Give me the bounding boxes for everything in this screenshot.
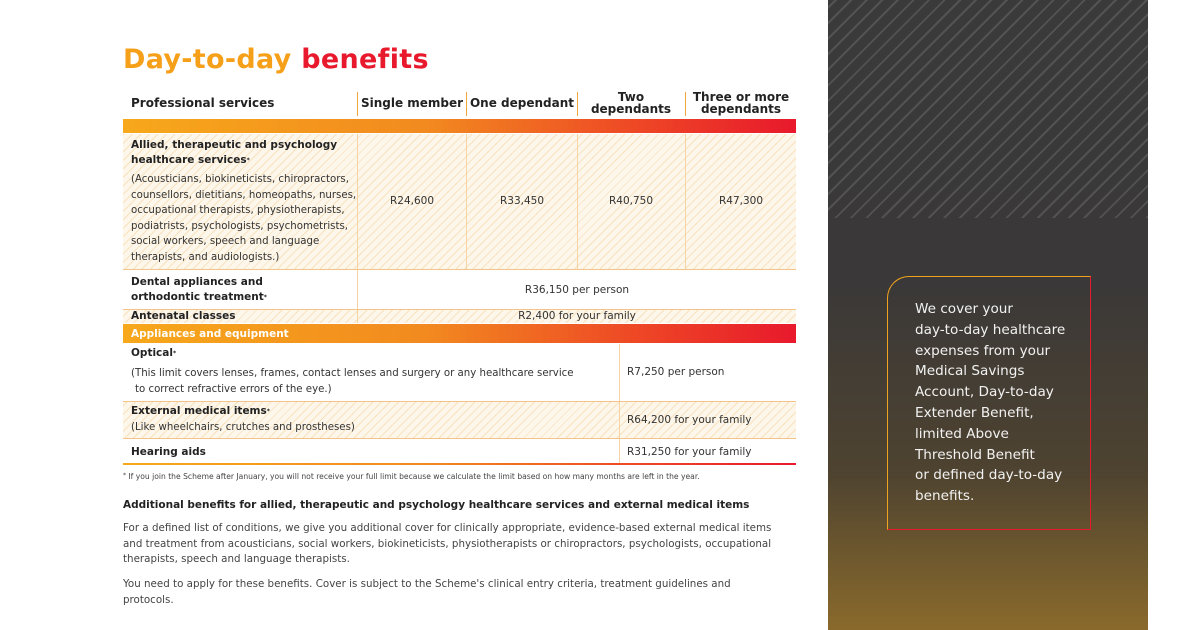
header-two-line2: dependants (590, 102, 672, 116)
allied-one-dependant-value: R33,450 (499, 195, 545, 207)
header-three-line2: dependants (700, 102, 782, 116)
title-part2: benefits (301, 44, 429, 75)
cell-divider (357, 134, 358, 269)
cell-divider (357, 310, 358, 323)
header-one-dependant: One dependant (469, 96, 575, 110)
allied-desc-line: podiatrists, psychologists, psychometrists, (131, 220, 349, 232)
paragraph-line: For a defined list of conditions, we give you additional cover for clinically appropriate, evidence-based external medical items (123, 522, 772, 534)
cell-divider (619, 439, 620, 463)
additional-paragraph-1 (123, 521, 783, 568)
callout-line: Medical Savings (915, 363, 1025, 380)
header-professional-services: Professional services (131, 96, 275, 110)
header-gradient-bar (123, 119, 796, 133)
header-divider (685, 92, 686, 116)
allied-desc-line: counsellors, dietitians, homeopaths, nurses, (131, 189, 357, 201)
cell-divider (685, 134, 686, 269)
allied-two-dependants-value: R40,750 (608, 195, 654, 207)
hearing-label: Hearing aids (131, 446, 206, 458)
header-divider (577, 92, 578, 116)
additional-benefits-heading: Additional benefits for allied, therapeutic and psychology healthcare services and external medical items (123, 499, 750, 511)
allied-desc-line: social workers, speech and language (131, 236, 320, 247)
dental-label (131, 275, 267, 305)
callout-line: expenses from your (915, 342, 1051, 359)
title-part1: Day-to-day (123, 44, 292, 75)
paragraph-line: therapists, speech and language therapists. (123, 553, 350, 565)
cell-divider (357, 270, 358, 309)
callout-line: benefits. (915, 488, 975, 505)
header-single-member: Single member (360, 96, 464, 110)
footnote-text: If you join the Scheme after January, you will not receive your full limit because we calculate the limit based on how many months are left in the year. (128, 472, 700, 481)
cell-divider (577, 134, 578, 269)
allied-label (131, 138, 337, 168)
footnote (123, 472, 700, 481)
header-two-line1: Two (617, 90, 645, 104)
optical-value: R7,250 per person (627, 366, 725, 378)
allied-desc-line: (Acousticians, biokineticists, chiropractors, (131, 174, 349, 185)
callout-line: Threshold Benefit (915, 446, 1035, 463)
callout-line: or defined day-to-day (915, 467, 1063, 484)
allied-three-dependants-value: R47,300 (718, 195, 764, 207)
external-label: External medical items* (131, 405, 270, 417)
additional-paragraph-2: You need to apply for these benefits. Cover is subject to the Scheme's clinical entry criteria, treatment guidelines and protocols. (123, 578, 731, 606)
page-title (123, 44, 429, 75)
optical-label: Optical* (131, 347, 177, 359)
hearing-value: R31,250 for your family (627, 446, 752, 458)
allied-description (131, 172, 356, 265)
header-divider (357, 92, 358, 116)
table-bottom-rule (123, 463, 796, 465)
dental-label-line2: orthodontic treatment* (131, 291, 267, 303)
callout-line: limited Above (915, 425, 1009, 442)
allied-label-line1: Allied, therapeutic and psychology (131, 139, 338, 151)
allied-single-member-value: R24,600 (389, 195, 435, 207)
antenatal-value: R2,400 for your family (518, 310, 636, 322)
allied-desc-line: occupational therapists, physiotherapists, (131, 205, 345, 216)
callout-line: day-to-day healthcare (915, 321, 1066, 338)
optical-description (131, 366, 574, 397)
dental-label-line1: Dental appliances and (131, 276, 263, 288)
footnote-mark: * (266, 408, 270, 415)
cell-divider (466, 134, 467, 269)
callout-line: Extender Benefit, (915, 404, 1034, 421)
header-three-line1: Three or more (692, 90, 790, 104)
external-value: R64,200 for your family (627, 414, 752, 426)
footnote-mark: * (172, 350, 177, 357)
footnote-mark: * (246, 157, 250, 164)
callout-line: Account, Day-to-day (915, 384, 1054, 401)
external-description: (Like wheelchairs, crutches and prostheses) (131, 422, 355, 433)
optical-desc-line: (This limit covers lenses, frames, contact lenses and surgery or any healthcare service (131, 368, 574, 379)
cell-divider (619, 344, 620, 401)
allied-desc-line: therapists, and audiologists.) (131, 251, 280, 263)
right-margin (1148, 0, 1200, 630)
row-divider (123, 438, 796, 439)
cell-divider (619, 402, 620, 438)
footnote-mark: * (263, 294, 267, 301)
footnote-mark: * (123, 472, 126, 479)
header-divider (466, 92, 467, 116)
callout-line: We cover your (915, 301, 1014, 317)
dental-value: R36,150 per person (524, 284, 630, 296)
paragraph-line: and treatment from acousticians, social workers, biokineticists, physiotherapists or chiropractors, psychologists, occupational (123, 537, 772, 550)
panel-stripe-pattern (828, 0, 1148, 218)
header-three-dependants (687, 88, 795, 118)
antenatal-label: Antenatal classes (131, 310, 236, 322)
optical-desc-line: to correct refractive errors of the eye.) (135, 383, 332, 395)
allied-label-line2: healthcare services* (131, 154, 250, 166)
section-appliances-label: Appliances and equipment (131, 328, 289, 340)
callout-text (915, 299, 1075, 507)
header-two-dependants (579, 88, 683, 118)
row-divider (123, 269, 796, 270)
